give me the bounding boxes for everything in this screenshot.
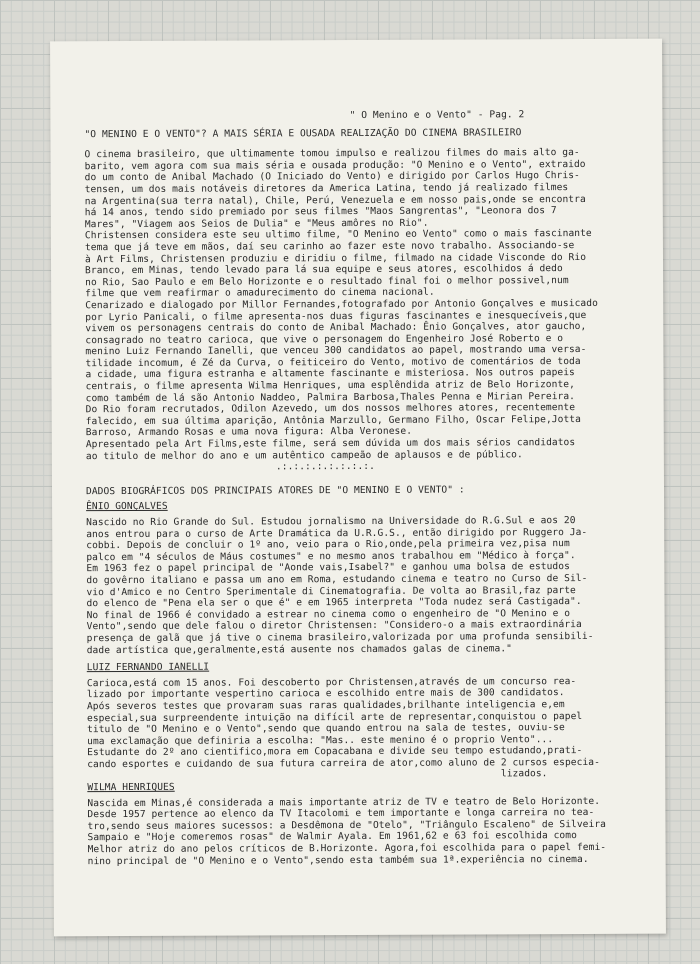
intro-paragraph: O cinema brasileiro, que ultimamente tomou impulso e realizou filmes do mais alto ga- barito, vem agora com sua mais séria e ousada produção: "O Menino e o Vento", extraido do um conto de Anibal Machado (O Iniciado do Vento) e dirigido por Carlos Hugo Chris- tensen, um dos mais notáveis diretores da America Latina, tendo já realizado filmes na Argentina(sua terra natal), Chile, Perú, Venezuela e em nosso pais,onde se encontra há 14 anos, tendo sido premiado por seus filmes "Maos Sangrentas", "Leonora dos 7 Mares", "Viagem aos Seios de Dulia" e "Meus amôres no Rio". Christensen considera este seu ultimo filme, "O Menino eo Vento" como o mais fascinante tema que já teve em mãos, daí seu carinho ao fazer este novo trabalho. Associando-se à Art Films, Christensen produziu e diridiu o filme, filmado na cidade Visconde do Rio Branco, em Minas, tendo levado para lá sua equipe e seus atores, escolhidos á dedo no Rio, Sao Paulo e em Belo Horizonte e o resultado final foi o melhor possivel,num filme que vem reafirmar o amadurecimento do cinema nacional. Cenarizado e dialogado por Millor Fernandes,fotografado por Antonio Gonçalves e musicado por Lyrio Panicali, o filme apresenta-nos duas figuras fascinantes e inesquecíveis,que vivem os personagens centrais do conto de Anibal Machado: Ênio Gonçalves, ator gaucho, consagrado no teatro carioca, que vive o personagem do Engenheiro José Roberto e o menino Luiz Fernando Ianelli, que venceu 300 candidatos ao papel, mostrando uma versa- tilidade incomum, é Zé da Curva, o feiticeiro do Vento, motivo de comentários de toda a cidade, uma figura estranha e altamente fascinante e misteriosa. Nos outros papeis centrais, o filme apresenta Wilma Henriques, uma esplêndida atriz de Belo Horizonte, como também de lá são Antonio Naddeo, Palmira Barbosa,Thales Penna e Mirian Pereira. Do Rio foram recrutados, Odilon Azevedo, um dos nossos melhores atores, recentemente falecido, em sua última aparição, Antônia Marzullo, Germano Filho, Oscar Felipe,Jotta Barroso, Armando Rosas e uma nova figura: Alba Veronese. Apresentado pela Art Films,este filme, será sem dúvida um dos mais sérios candidatos ao titulo de melhor do ano e um autêntico campeão de aplausos e de público.: [84, 147, 598, 462]
actor-name-wilma: WILMA HENRIQUES: [87, 781, 175, 794]
bio-section-title: DADOS BIOGRÁFICOS DOS PRINCIPAIS ATORES DE "O MENINO E O VENTO" :: [85, 484, 465, 497]
actor-bio-enio: Nascido no Rio Grande do Sul. Estudou jornalismo na Universidade do R.G.Sul e aos 20 anos entrou para o curso de Arte Dramática da U.R.G.S., então dirigido por Ruggero Ja- cobbi. Depois de concluir o 1º ano, veio para o Rio,onde,pela primeira vez,pisa num palco em "4 séculos de Máus costumes" e no mesmo anos trabalhou em "Médico à força". Em 1963 fez o papel principal de "Aonde vais,Isabel?" e ganhou uma bolsa de estudos do govêrno italiano e passa um ano em Roma, estudando cinema e teatro no Curso de Sil- vio d'Amico e no Centro Sperimentale di Cinematografia. De volta ao Brasil,faz parte do elenco de "Pena ela ser o que é" e em 1965 interpreta "Toda nudez será Castigada". No final de 1966 é convidado a estrear no cinema como o engenheiro de "O Menino e o Vento",sendo que dele falou o diretor Christensen: "Considero-o a mais extraordinária presença de galã que já tive o cinema brasileiro,valorizada por uma profunda sensibili- dade artística que,geralmente,está ausente nos chamados galas de cinema.": [86, 515, 594, 656]
separator-dots: .:.:.:.:.:.:.:.:.: [275, 461, 375, 473]
page-header: " O Menino e o Vento" - Pag. 2: [349, 109, 525, 122]
article-title: "O MENINO E O VENTO"? A MAIS SÉRIA E OUSADA REALIZAÇÃO DO CINEMA BRASILEIRO: [84, 126, 522, 140]
actor-name-luiz: LUIZ FERNANDO IANELLI: [86, 661, 210, 674]
actor-bio-wilma: Nascida em Minas,é considerada a mais importante atriz de TV e teatro de Belo Horizonte. Desde 1957 pertence ao elenco da TV Itacolomi e tem importante e longa carreira no tea- tro,sendo seus maiores sucessos: a Desdêmona de "Otelo", "Triângulo Escaleno" de Silveira Sampaio e "Hoje comeremos rosas" de Walmir Ayala. Em 1961,62 e 63 foi escolhida como Melhor atriz do ano pelos críticos de B.Horizonte. Agora,foi escolhida para o papel femi- nino principal de "O Menino e o Vento",sendo esta também sua 1ª.experiência no cinema.: [87, 795, 607, 867]
typewritten-page: [50, 39, 666, 937]
actor-bio-luiz: Carioca,está com 15 anos. Foi descoberto por Christensen,através de um concurso rea- lizado por importante vespertino carioca e escolhido entre mais de 300 candidatos. Após severos testes que provaram suas raras qualidades,brilhante inteligencia e,em especial,sua surpreendente intuição na difícil arte de representar,conquistou o papel titulo de "O Menino e o Vento",sendo que quando entrou na sala de testes, ouviu-se uma exclamação que definiria a escolha: "Mas.. este menino é o proprio Vento"... Estudante do 2º ano cientifico,mora em Copacabana e divide seu tempo estudando,prati- cando esportes e cuidando de sua futura carreira de ator,como aluno de 2 cursos especia- lizados.: [86, 675, 600, 782]
actor-name-enio: ÊNIO GONÇALVES: [86, 501, 168, 513]
